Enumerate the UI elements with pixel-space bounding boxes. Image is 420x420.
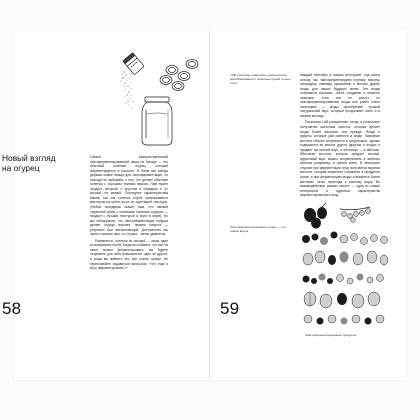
gooseberry-icon xyxy=(304,292,380,308)
berries-illustration xyxy=(300,205,392,330)
heading-line-2: на огурец xyxy=(2,163,40,173)
caption-lacto: Лактоферментированные ягоды — это новые вкусы. xyxy=(230,225,286,234)
glass-jar-icon xyxy=(142,97,172,145)
left-paragraph-1: Самый распространенный лактоферментированный овощ на Западе — это обычный соленый огурец, который ферментируется в рассоле. В Нома мы всегда держим новые овощи для лактоферментации, но никогда не забываем о том, что делает обычные соленья с хорошим темным вкусом. Нам нужен продукт, который: с хрустом в середине и 61 кислый, не мягкий. Последнее характеристика важна, так как соленье порой приказывается мастером на кухне из-за их хрустящей текстуры. (Любой скандинав скажет вам, что свежей огуречной рыбы с копченым соленым огурцом — продукт с лучшей текстурой и хруст в мире). Но мы обнаружили, что лактоферментация огурцов делает огурцы вкуснее, нежели капуста — результат был впечатляющий. Достоинство мы просто сказать нам, что лучше... меню удивлены. xyxy=(90,155,168,237)
right-paragraph-2: Поскольку LAB расщепляют сахар, в результате получается молочная кислота, которая делает ягоды более кислыми, чем прежде. Ягоды и фрукты, которые уже имеются в ягоде. Лимонная кислота обычно встречается в цитрусовых, однако содержится во многих других фруктах и ягодах и придает им кислый вкус, а яблочная — в яблоках. Яблочная кислота, которая придает кислый, фруктовый вкус, можно почувствовать в зеленых яблоках (например, в гренни смит). В некоторых случаях при ферментации ягод получается вкусная кислота, которая позволяет сохранить в продуктах сахар, а при ферментации ягоды становятся более кислыми, легко переходя к кислому вкусу. Во взаимодействии разных кислот — одна из самых интересных и чудесных характеристик ферментированных ягод. xyxy=(300,120,380,198)
salt-grains-icon xyxy=(121,72,134,109)
page-number-left: 58 xyxy=(2,299,22,318)
berries-bottom-icon xyxy=(304,315,384,325)
blackberry-icon xyxy=(304,203,327,229)
page-number-right: 59 xyxy=(220,299,240,318)
left-paragraph-2: Разумеется, соленья из овощей — лишь один из возможных путей. Когда вы поймете, что все на свете можно ферментировать, вы будете открывать для себя возможности одна за другой, и когда вы поймете это, все станет проще. Не переставайте задаваться вопросом: «Что еще я могу ферментировать?» xyxy=(90,238,168,271)
cucumber-slices-icon xyxy=(160,60,198,91)
right-body-text xyxy=(300,73,380,200)
currant-sprig-icon xyxy=(340,207,371,222)
caption-lab: LAB способны совершить невероятные преобразования с помощью одной только соли. xyxy=(230,73,291,86)
caption-products: Лактоферментированные продукты xyxy=(305,333,357,337)
chapter-heading xyxy=(2,153,56,173)
heading-line-1: Новый взгляд xyxy=(2,153,56,163)
raspberry-icon xyxy=(303,251,388,265)
right-paragraph-1: Каждый сентябрь в нашем ресторане, под конец сезона, мы лактоферментируем чернику, малину, смородину, ежевику, крыжовник и многие другие ягоды для наших будущих меню. Эти ягоды становятся кислыми, очень сладкими и немного пряными. Хотя они не растут, но лактоферментированные ягоды все равно очень популярны — ягоды приобретают лучший натуральный вкус, который продолжает жить и в зимние месяцы. xyxy=(300,73,380,118)
berries-row-icon xyxy=(302,232,388,246)
salt-shaker-icon xyxy=(123,53,145,75)
jar-illustration xyxy=(120,52,230,147)
left-body-text xyxy=(90,155,168,273)
blueberry-icon xyxy=(303,274,384,285)
